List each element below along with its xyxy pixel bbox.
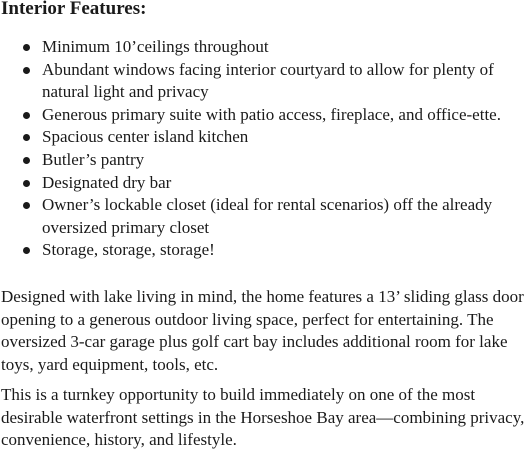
feature-text-continued: natural light and privacy <box>42 82 209 102</box>
paragraph-line: toys, yard equipment, tools, etc. <box>1 354 219 374</box>
feature-item <box>0 36 532 59</box>
description-paragraph <box>1 286 532 376</box>
paragraph-line: opening to a generous outdoor living space, perfect for entertaining. The <box>1 309 494 329</box>
bullet-icon <box>23 44 30 51</box>
bullet-icon <box>23 202 30 209</box>
feature-item <box>0 59 532 104</box>
feature-item <box>0 149 532 172</box>
feature-text: Spacious center island kitchen <box>42 127 249 147</box>
paragraph-line: This is a turnkey opportunity to build immediately on one of the most <box>1 385 476 404</box>
feature-text-continued: oversized primary closet <box>42 217 210 237</box>
feature-text: Abundant windows facing interior courtyard to allow for plenty of <box>42 59 494 79</box>
feature-text: Designated dry bar <box>42 172 172 192</box>
feature-item <box>0 104 532 127</box>
closing-paragraph <box>1 384 532 452</box>
feature-text: Owner’s lockable closet (ideal for rental scenarios) off the already <box>42 195 493 215</box>
feature-text: Minimum 10’ceilings throughout <box>42 37 269 56</box>
section-heading: Interior Features: <box>1 0 147 19</box>
paragraph-line: convenience, history, and lifestyle. <box>1 430 237 450</box>
feature-item <box>0 172 532 195</box>
bullet-icon <box>23 134 30 141</box>
bullet-icon <box>23 157 30 164</box>
paragraph-line: Designed with lake living in mind, the home features a 13’ sliding glass door <box>1 287 524 306</box>
paragraph-line: desirable waterfront settings in the Horseshoe Bay area—combining privacy, <box>1 407 525 427</box>
feature-item <box>0 126 532 149</box>
feature-text: Storage, storage, storage! <box>42 240 215 260</box>
feature-list <box>0 36 532 262</box>
bullet-icon <box>23 247 30 254</box>
feature-text: Generous primary suite with patio access, fireplace, and office-ette. <box>42 104 501 124</box>
feature-text: Butler’s pantry <box>42 149 145 169</box>
bullet-icon <box>23 112 30 119</box>
bullet-icon <box>23 180 30 187</box>
bullet-icon <box>23 67 30 74</box>
feature-item <box>0 194 532 239</box>
feature-item <box>0 239 532 262</box>
paragraph-line: oversized 3-car garage plus golf cart bay includes additional room for lake <box>1 332 508 352</box>
